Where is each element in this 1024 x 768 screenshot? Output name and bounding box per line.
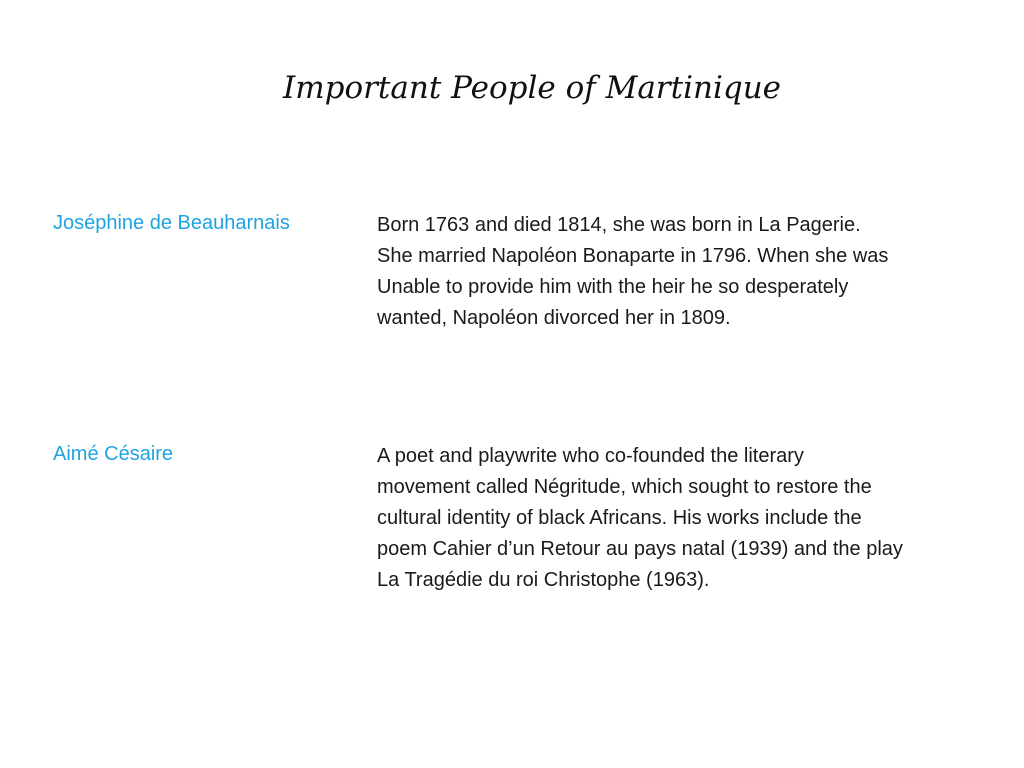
description-line: movement called Négritude, which sought to restore the xyxy=(377,476,872,498)
person-name: Joséphine de Beauharnais xyxy=(53,212,290,234)
description-line: wanted, Napoléon divorced her in 1809. xyxy=(377,307,731,329)
slide-title: Important People of Martinique xyxy=(282,70,782,106)
description-line: La Tragédie du roi Christophe (1963). xyxy=(377,569,710,591)
description-line: She married Napoléon Bonaparte in 1796. When she was xyxy=(377,245,889,267)
person-description xyxy=(377,210,1017,334)
person-name: Aimé Césaire xyxy=(53,443,174,465)
description-line: Unable to provide him with the heir he so desperately xyxy=(377,276,849,298)
description-line: Born 1763 and died 1814, she was born in La Pagerie. xyxy=(377,214,861,236)
person-description xyxy=(377,441,1017,596)
description-line: poem Cahier d’un Retour au pays natal (1939) and the play xyxy=(377,538,903,560)
description-line: A poet and playwrite who co-founded the literary xyxy=(377,445,804,467)
description-line: cultural identity of black Africans. His works include the xyxy=(377,507,862,529)
